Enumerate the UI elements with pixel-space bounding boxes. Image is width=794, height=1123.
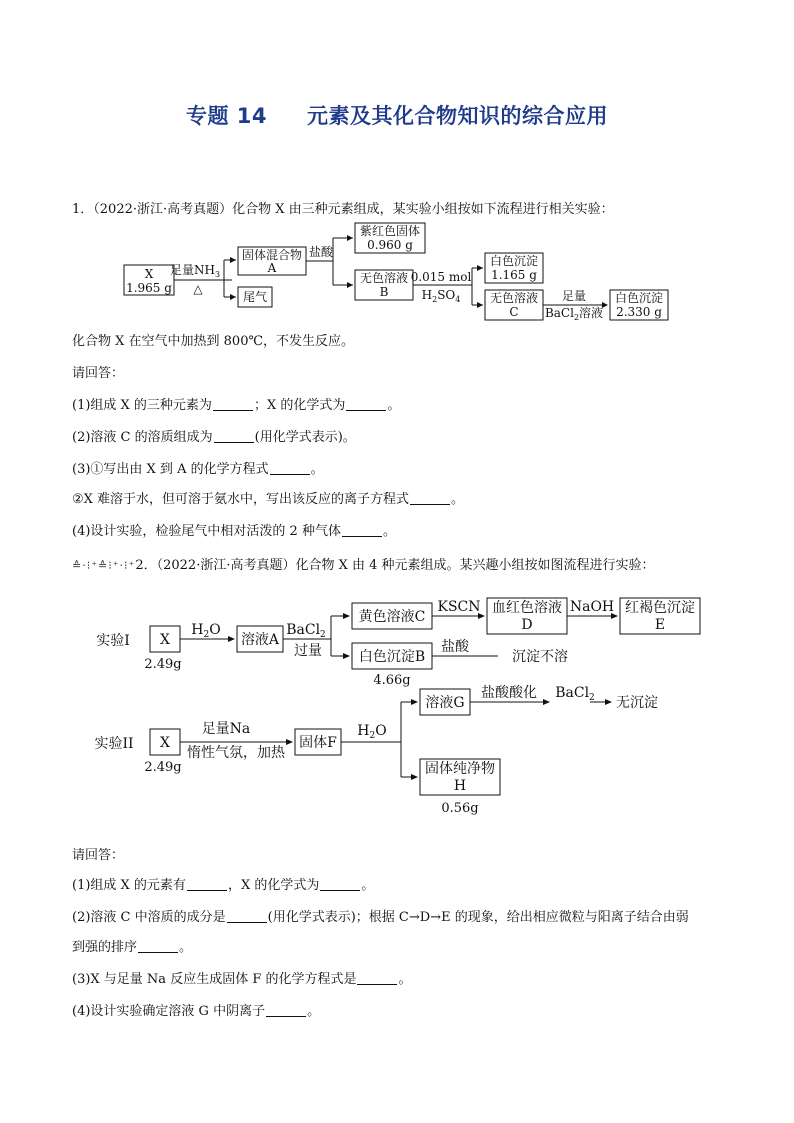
q1-part1: (1)组成 X 的三种元素为 ；X 的化学式为 。	[72, 398, 401, 413]
title-part1: 专题 14	[185, 104, 268, 128]
q1-tail-gas: 尾气	[242, 290, 268, 304]
q1-white1-name: 白色沉淀	[489, 254, 539, 268]
answer-blank[interactable]	[227, 910, 267, 923]
q2-pureH-label: H	[453, 778, 467, 794]
q1-x-name: X	[144, 267, 154, 281]
q1-boxB-label: B	[379, 285, 389, 299]
q2-pureH-name: 固体纯净物	[425, 761, 495, 777]
q2-part2-cont: 到强的排序 。	[72, 940, 193, 955]
q1-hcl: 盐酸	[308, 245, 334, 259]
q1-note: 化合物 X 在空气中加热到 800℃，不发生反应。	[72, 334, 355, 349]
q2-blood-name: 血红色溶液	[492, 600, 562, 616]
q2-bacl-top: BaCl$_2$	[286, 622, 326, 640]
q2-prefix-glyphs: ≙·⁝⁺≙⁝⁺·⁝⁺	[72, 559, 136, 572]
q2-insoluble: 沉淀不溶	[512, 649, 568, 665]
q2-solidF: 固体F	[299, 735, 337, 751]
q1-stem: 1．（2022·浙江·高考真题）化合物 X 由三种元素组成，某实验小组按如下流程进行相关实验：	[72, 202, 614, 217]
q2-h2o-1: $H_2O$	[191, 622, 221, 640]
q1-ba-top: 足量	[561, 289, 587, 303]
q2-part1: (1)组成 X 的元素有 ，X 的化学式为 。	[72, 878, 375, 893]
q2-part3: (3)X 与足量 Na 反应生成固体 F 的化学方程式是 。	[72, 972, 412, 987]
answer-blank[interactable]	[138, 940, 178, 953]
q2-kscn: KSCN	[437, 599, 481, 615]
q1-boxA-label: A	[267, 261, 277, 275]
q1-prompt: 请回答：	[72, 366, 125, 381]
q2-x-box2: X	[160, 735, 170, 751]
q1-white2-mass: 2.330 g	[616, 305, 662, 319]
q2-blood-label: D	[521, 617, 533, 633]
q1-part3-2: ②X 难溶于水，但可溶于氨水中，写出该反应的离子方程式 。	[72, 492, 465, 507]
q2-solG: 溶液G	[425, 695, 465, 711]
q1-part3-1: (3)①写出由 X 到 A 的化学方程式 。	[72, 462, 324, 477]
q2-yellow: 黄色溶液C	[358, 609, 426, 625]
answer-blank[interactable]	[187, 878, 227, 891]
q2-part2: (2)溶液 C 中溶质的成分是 (用化学式表示)；根据 C→D→E 的现象，给出相应微粒与阳离子结合由弱	[72, 910, 689, 925]
q1-acid-amount: 0.015 mol	[410, 270, 472, 284]
q1-x-mass: 1.965 g	[126, 281, 172, 295]
q2-part4: (4)设计实验确定溶液 G 中阴离子 。	[72, 1004, 321, 1019]
q1-boxA-name: 固体混合物	[241, 248, 303, 262]
q2-bacl-bottom: 过量	[294, 643, 322, 659]
q2-na-bottom: 惰性气氛，加热	[187, 745, 285, 761]
q2-exp1-label: 实验I	[96, 633, 130, 649]
q2-bacl2: BaCl$_2$	[555, 685, 595, 703]
q1-white2-name: 白色沉淀	[614, 291, 664, 305]
q1-step1-top: 足量$NH_3$	[169, 263, 221, 279]
q1-purple-mass: 0.960 g	[367, 238, 413, 252]
q1-part4: (4)设计实验，检验尾气中相对活泼的 2 种气体 。	[72, 524, 396, 539]
q2-pureH-mass: 0.56g	[441, 801, 479, 816]
answer-blank[interactable]	[266, 1004, 306, 1017]
q2-hcl: 盐酸	[441, 639, 469, 655]
q2-na-top: 足量Na	[201, 721, 251, 737]
title-part2: 元素及其化合物知识的综合应用	[307, 104, 609, 128]
q2-whiteB-mass: 4.66g	[373, 673, 411, 688]
q2-stem: 2．（2022·浙江·高考真题）化合物 X 由 4 种元素组成。某兴趣小组按如图流程进行实验：	[135, 558, 655, 573]
q2-acidify: 盐酸酸化	[481, 685, 537, 701]
answer-blank[interactable]	[357, 972, 397, 985]
q2-h2o-2: $H_2O$	[357, 723, 387, 741]
q2-solA: 溶液A	[240, 632, 280, 648]
q1-part2: (2)溶液 C 的溶质组成为 (用化学式表示)。	[72, 430, 356, 445]
q2-naoh: NaOH	[569, 599, 615, 615]
q2-x-mass2: 2.49g	[144, 760, 182, 775]
q1-boxB-name: 无色溶液	[359, 271, 409, 285]
q1-acid-formula: $H_2SO_4$	[421, 288, 461, 304]
q1-ba-bottom: BaCl$_2$溶液	[544, 306, 604, 322]
q2-whiteB: 白色沉淀B	[358, 649, 426, 665]
q2-exp2-label: 实验II	[94, 736, 134, 752]
q2-x-mass1: 2.49g	[144, 657, 182, 672]
q2-brown-label: E	[654, 617, 666, 633]
q2-brown-name: 红褐色沉淀	[625, 600, 695, 616]
q1-heat-symbol: △	[193, 282, 203, 296]
q1-boxC-name: 无色溶液	[489, 291, 539, 305]
q2-no-ppt: 无沉淀	[616, 695, 658, 711]
q1-purple-name: 紫红色固体	[359, 224, 421, 238]
q1-boxC-label: C	[509, 305, 519, 319]
q2-x-box1: X	[160, 632, 170, 648]
q2-prompt: 请回答：	[72, 848, 125, 863]
q1-white1-mass: 1.165 g	[491, 268, 537, 282]
answer-blank[interactable]	[320, 878, 360, 891]
